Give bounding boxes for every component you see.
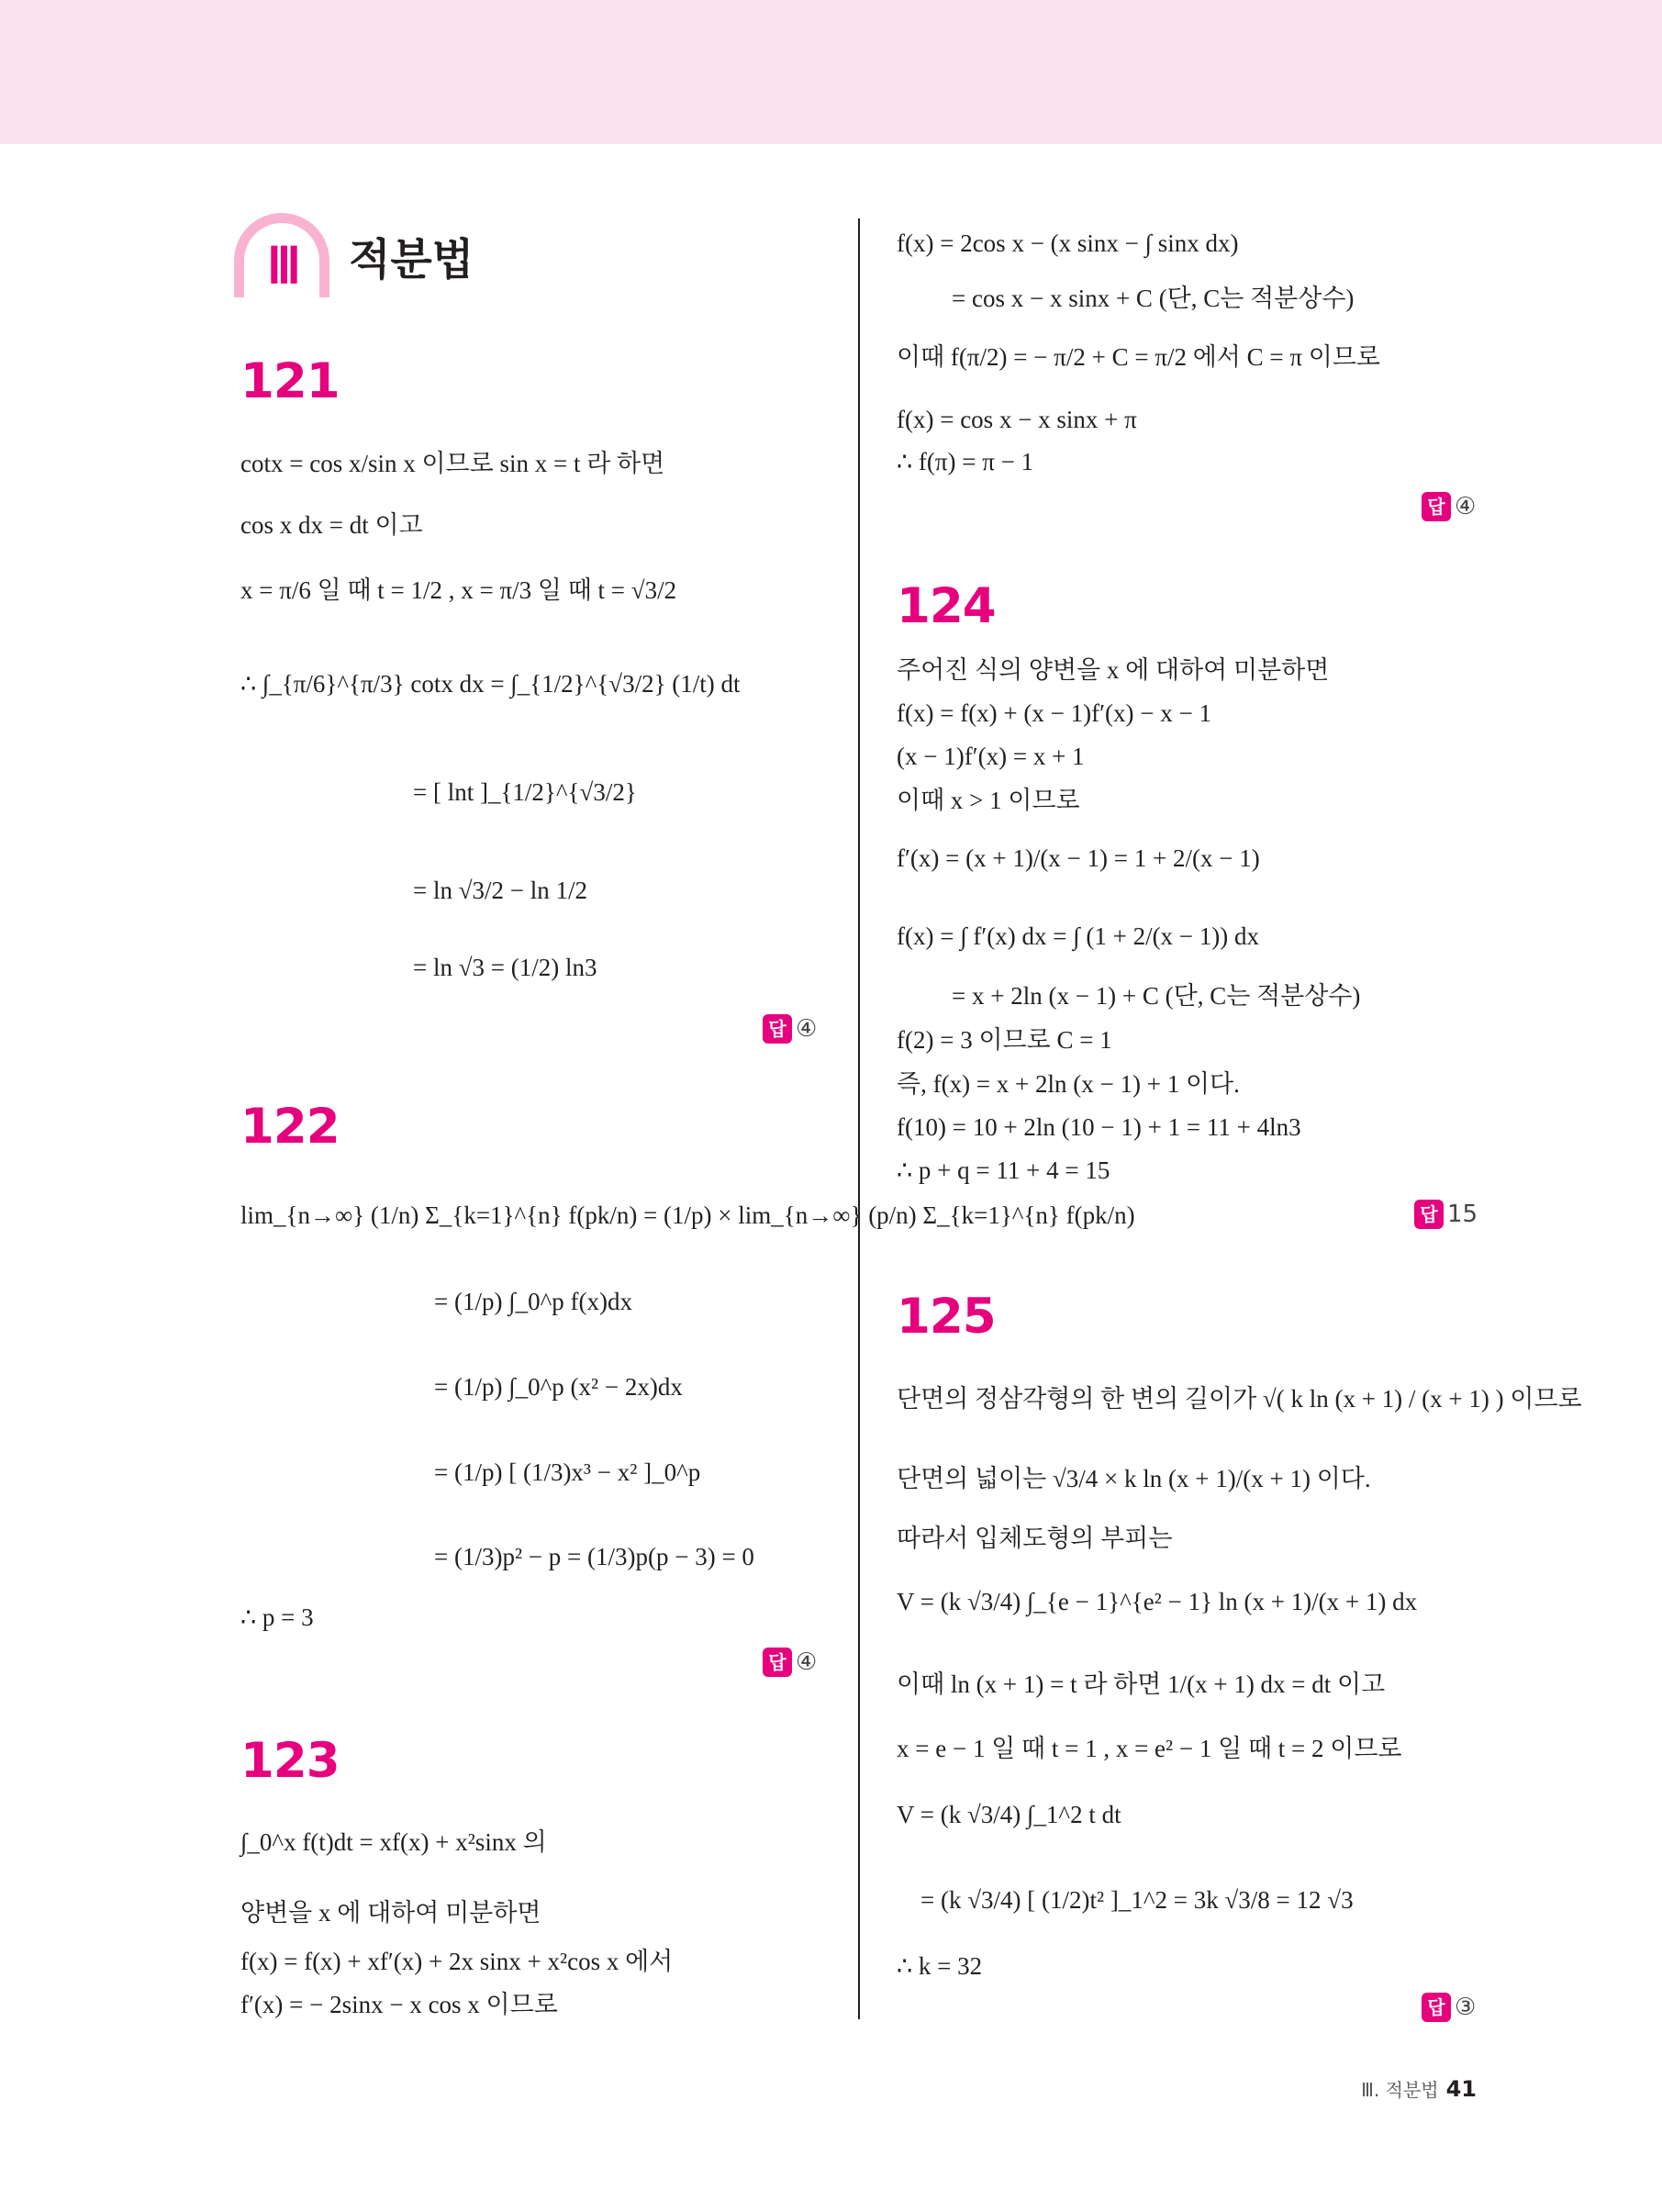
solution-line: = (1/p) ∫_0^p f(x)dx: [434, 1288, 632, 1315]
solution-line: cotx = cos x/sin x 이므로 sin x = t 라 하면: [240, 450, 665, 477]
answer-value: ③: [1455, 1994, 1477, 2022]
solution-line: f′(x) = − 2sinx − x cos x 이므로: [240, 1991, 558, 2018]
solution-line: ∴ f(π) = π − 1: [897, 448, 1034, 475]
solution-line: 이때 ln (x + 1) = t 라 하면 1/(x + 1) dx = dt 이고: [897, 1670, 1386, 1698]
answer-marker: [763, 1013, 817, 1044]
problem-number-122: 122: [240, 1099, 340, 1155]
footer-chapter: Ⅲ. 적분법: [1361, 2079, 1439, 2101]
answer-badge: 답: [763, 1014, 792, 1044]
problem-number-124: 124: [897, 578, 996, 634]
solution-line: = (1/p) [ (1/3)x³ − x² ]_0^p: [434, 1458, 701, 1486]
page-footer: [1361, 2075, 1477, 2102]
chapter-title: 적분법: [349, 235, 474, 285]
problem-number-121: 121: [240, 353, 340, 409]
solution-line: f(x) = f(x) + (x − 1)f′(x) − x − 1: [897, 699, 1211, 727]
solution-line: 단면의 넓이는 √3/4 × k ln (x + 1)/(x + 1) 이다.: [897, 1465, 1371, 1492]
solution-line: = (1/3)p² − p = (1/3)p(p − 3) = 0: [434, 1543, 754, 1570]
solution-line: 따라서 입체도형의 부피는: [897, 1525, 1173, 1552]
solution-line: = ln √3/2 − ln 1/2: [413, 877, 588, 904]
answer-badge: 답: [763, 1648, 792, 1677]
problem-number-123: 123: [240, 1733, 340, 1789]
answer-marker: [763, 1647, 817, 1677]
solution-line: x = e − 1 일 때 t = 1 , x = e² − 1 일 때 t = 2 이므로: [897, 1735, 1402, 1762]
solution-line: 이때 x > 1 이므로: [897, 787, 1080, 814]
answer-value: 15: [1447, 1201, 1478, 1229]
solution-line: lim_{n→∞} (1/n) Σ_{k=1}^{n} f(pk/n) = (1/p) × lim_{n→∞} (p/n) Σ_{k=1}^{n} f(pk/n): [240, 1201, 1135, 1229]
solution-line: f(x) = 2cos x − (x sinx − ∫ sinx dx): [897, 229, 1239, 257]
solution-line: ∴ p = 3: [240, 1603, 314, 1631]
answer-marker: [1422, 1992, 1476, 2022]
solution-line: f(x) = ∫ f′(x) dx = ∫ (1 + 2/(x − 1)) dx: [897, 922, 1260, 950]
solution-line: = (k √3/4) [ (1/2)t² ]_1^2 = 3k √3/8 = 12 √3: [920, 1886, 1354, 1914]
solution-line: 주어진 식의 양변을 x 에 대하여 미분하면: [897, 656, 1330, 684]
header-band: [0, 0, 1662, 144]
solution-line: = ln √3 = (1/2) ln3: [413, 954, 597, 981]
solution-line: = (1/p) ∫_0^p (x² − 2x)dx: [434, 1373, 683, 1401]
solution-line: f′(x) = (x + 1)/(x − 1) = 1 + 2/(x − 1): [897, 844, 1260, 872]
answer-badge: 답: [1414, 1200, 1444, 1229]
solution-line: 양변을 x 에 대하여 미분하면: [240, 1899, 541, 1927]
solution-line: f(2) = 3 이므로 C = 1: [897, 1026, 1112, 1054]
solution-line: f(x) = cos x − x sinx + π: [897, 406, 1137, 433]
answer-value: ④: [796, 1648, 818, 1677]
solution-line: 이때 f(π/2) = − π/2 + C = π/2 에서 C = π 이므로: [897, 343, 1380, 371]
solution-line: ∴ k = 32: [897, 1952, 983, 1980]
solution-line: ∴ p + q = 11 + 4 = 15: [897, 1156, 1110, 1184]
solution-line: ∴ ∫_{π/6}^{π/3} cotx dx = ∫_{1/2}^{√3/2} (1/t) dt: [240, 670, 741, 698]
solution-line: = cos x − x sinx + C (단, C는 적분상수): [952, 285, 1355, 312]
page-number: 41: [1445, 2076, 1477, 2102]
solution-line: 단면의 정삼각형의 한 변의 길이가 √( k ln (x + 1) / (x + 1) ) 이므로: [897, 1385, 1582, 1413]
answer-marker: [1422, 491, 1476, 521]
chapter-number: Ⅲ: [266, 239, 299, 294]
answer-badge: 답: [1422, 492, 1451, 521]
problem-number-125: 125: [897, 1289, 996, 1345]
column-divider: [858, 218, 860, 2019]
solution-line: f(x) = f(x) + xf′(x) + 2x sinx + x²cos x 에서: [240, 1948, 674, 1975]
answer-value: ④: [1455, 493, 1477, 521]
solution-line: 즉, f(x) = x + 2ln (x − 1) + 1 이다.: [897, 1070, 1240, 1098]
solution-line: V = (k √3/4) ∫_1^2 t dt: [897, 1801, 1121, 1828]
answer-badge: 답: [1422, 1993, 1451, 2022]
answer-marker: [1414, 1199, 1478, 1229]
solution-line: (x − 1)f′(x) = x + 1: [897, 743, 1085, 770]
solution-line: x = π/6 일 때 t = 1/2 , x = π/3 일 때 t = √3/2: [240, 576, 677, 604]
answer-value: ④: [796, 1015, 818, 1044]
solution-line: = x + 2ln (x − 1) + C (단, C는 적분상수): [952, 982, 1361, 1010]
solution-line: f(10) = 10 + 2ln (10 − 1) + 1 = 11 + 4ln3: [897, 1113, 1301, 1141]
solution-line: cos x dx = dt 이고: [240, 511, 423, 539]
solution-line: ∫_0^x f(t)dt = xf(x) + x²sinx 의: [240, 1828, 547, 1856]
solution-line: = [ lnt ]_{1/2}^{√3/2}: [413, 778, 637, 806]
solution-line: V = (k √3/4) ∫_{e − 1}^{e² − 1} ln (x + 1)/(x + 1) dx: [897, 1588, 1418, 1615]
